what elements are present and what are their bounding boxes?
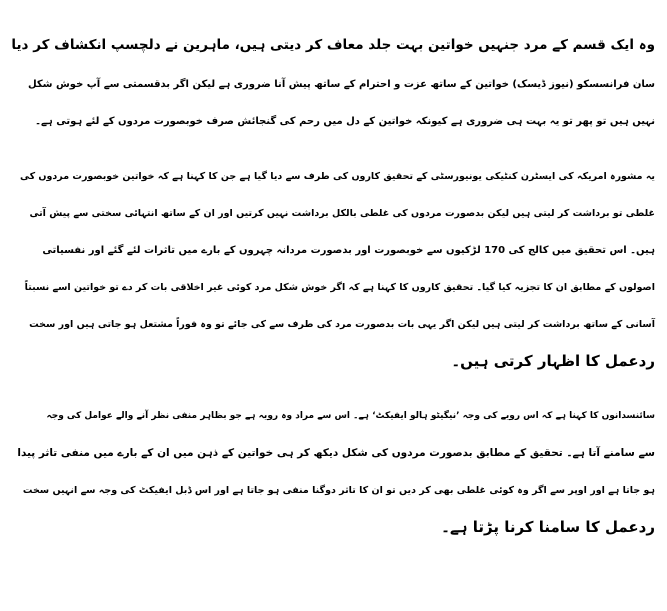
paragraph-line: سان فرانسسکو (نیوز ڈیسک) خواتین کے ساتھ عزت و احترام کے ساتھ پیش آنا ضروری ہے لیکن اگر بدقسمتی سے آپ خوش شکل bbox=[27, 79, 655, 90]
article-headline: وہ ایک قسم کے مرد جنہیں خواتین بہت جلد معاف کر دیتی ہیں، ماہرین نے دلچسپ انکشاف کر دیا bbox=[11, 37, 655, 53]
article bbox=[8, 0, 659, 546]
paragraph-line: یہ مشورہ امریکہ کی ایسٹرن کنٹیکی یونیورسٹی کے تحقیق کاروں کی طرف سے دیا گیا ہے جن کا کہنا ہے کہ خواتین خوبصورت مردوں کی bbox=[19, 171, 655, 182]
paragraph-3 bbox=[8, 398, 655, 546]
paragraph-line: ردعمل کا اظہار کرتی ہیں۔ bbox=[451, 352, 655, 370]
paragraph-line: غلطی تو برداشت کر لیتی ہیں لیکن بدصورت مردوں کی غلطی بالکل برداشت نہیں کرتیں اور ان کے ساتھ انتہائی سختی سے پیش آتی bbox=[29, 208, 655, 219]
paragraph-line: نہیں ہیں تو پھر تو یہ بہت ہی ضروری ہے کیونکہ خواتین کے دل میں رحم کی گنجائش صرف خوبصورت مردوں کے لئے ہوتی ہے۔ bbox=[35, 116, 655, 127]
paragraph-line: سائنسدانوں کا کہنا ہے کہ اس رویے کی وجہ ’نیگیٹو ہالو ایفیکٹ‘ ہے۔ اس سے مراد وہ رویہ ہے جو بظاہر منفی نظر آنے والے عوامل کی وجہ bbox=[46, 411, 655, 421]
paragraph-line: اصولوں کے مطابق ان کا تجزیہ کیا گیا۔ تحقیق کاروں کا کہنا ہے کہ اگر خوش شکل مرد کوئی غیر اخلاقی بات کر دے تو خواتین اسے نسبتاً bbox=[24, 282, 655, 293]
paragraph-line: ہو جاتا ہے اور اوپر سے اگر وہ کوئی غلطی بھی کر دیں تو ان کا تاثر دوگنا منفی ہو جاتا ہے اور اس ڈبل ایفیکٹ کی وجہ سے انہیں سخت bbox=[22, 485, 655, 496]
paragraph-2 bbox=[8, 158, 655, 380]
paragraph-line: ردعمل کا سامنا کرنا پڑتا ہے۔ bbox=[441, 518, 655, 536]
paragraph-1 bbox=[8, 66, 655, 140]
paragraph-line: سے سامنے آتا ہے۔ تحقیق کے مطابق بدصورت مردوں کی شکل دیکھ کر ہی خواتین کے ذہن میں ان کے بارے میں منفی تاثر پیدا bbox=[17, 447, 655, 459]
paragraph-line: آسانی کے ساتھ برداشت کر لیتی ہیں لیکن اگر یہی بات بدصورت مرد کی طرف سے کی جائے تو وہ فوراً مشتعل ہو جاتی ہیں اور سخت bbox=[29, 319, 655, 330]
paragraph-line: ہیں۔ اس تحقیق میں کالج کی 170 لڑکیوں سے خوبصورت اور بدصورت مردانہ چہروں کے بارے میں تاثرات لئے گئے اور نفسیاتی bbox=[42, 245, 655, 256]
